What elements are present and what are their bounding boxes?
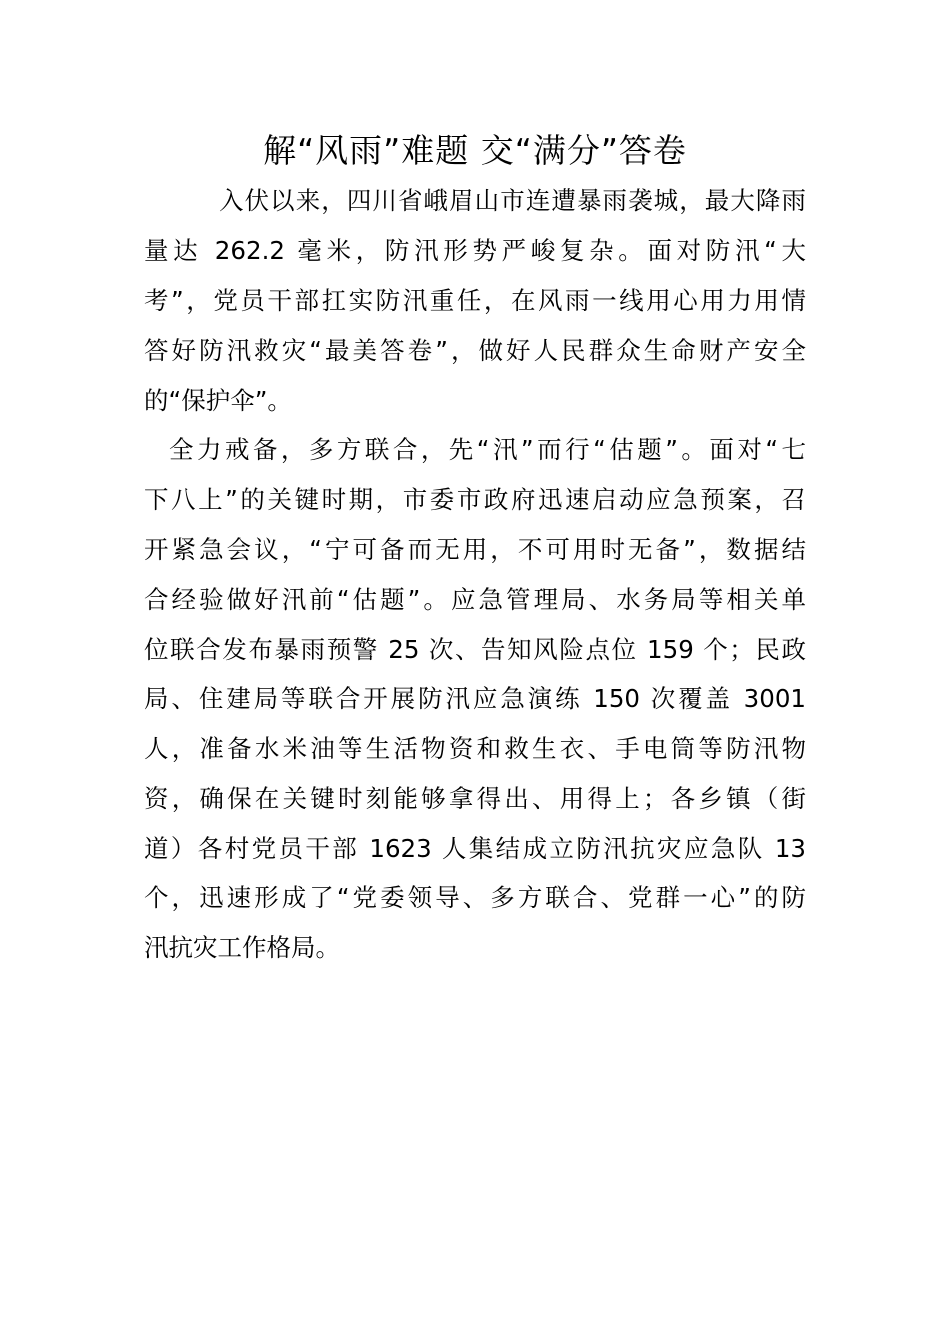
paragraph-1-line-1: 入伏以来，四川省峨眉山市连遭暴雨袭城，最大降雨 (219, 186, 806, 215)
paragraph-2-line-5: 位联合发布暴雨预警 25 次、告知风险点位 159 个；民政 (144, 635, 806, 664)
paragraph-2-line-9: 道）各村党员干部 1623 人集结成立防汛抗灾应急队 13 (144, 834, 806, 863)
paragraph-2-line-8: 资，确保在关键时刻能够拿得出、用得上；各乡镇（街 (144, 784, 806, 813)
paragraph-2-line-10: 个，迅速形成了“党委领导、多方联合、党群一心”的防 (144, 883, 806, 912)
paragraph-2-line-11: 汛抗灾工作格局。 (144, 933, 340, 962)
paragraph-2-line-6: 局、住建局等联合开展防汛应急演练 150 次覆盖 3001 (144, 684, 806, 713)
document-title: 解“风雨”难题 交“满分”答卷 (263, 131, 687, 170)
paragraph-1-line-2: 量达 262.2 毫米，防汛形势严峻复杂。面对防汛“大 (144, 236, 806, 265)
paragraph-2-line-1: 全力戒备，多方联合，先“汛”而行“估题”。面对“七 (169, 435, 806, 464)
paragraph-2-line-4: 合经验做好汛前“估题”。应急管理局、水务局等相关单 (144, 585, 806, 614)
paragraph-1-line-3: 考”，党员干部扛实防汛重任，在风雨一线用心用力用情 (144, 286, 806, 315)
paragraph-1-line-5: 的“保护伞”。 (144, 386, 292, 415)
paragraph-2-line-7: 人，准备水米油等生活物资和救生衣、手电筒等防汛物 (144, 734, 806, 763)
paragraph-2-line-3: 开紧急会议，“宁可备而无用，不可用时无备”，数据结 (144, 535, 806, 564)
paragraph-2-line-2: 下八上”的关键时期，市委市政府迅速启动应急预案，召 (144, 485, 806, 514)
paragraph-1-line-4: 答好防汛救灾“最美答卷”，做好人民群众生命财产安全 (144, 336, 806, 365)
